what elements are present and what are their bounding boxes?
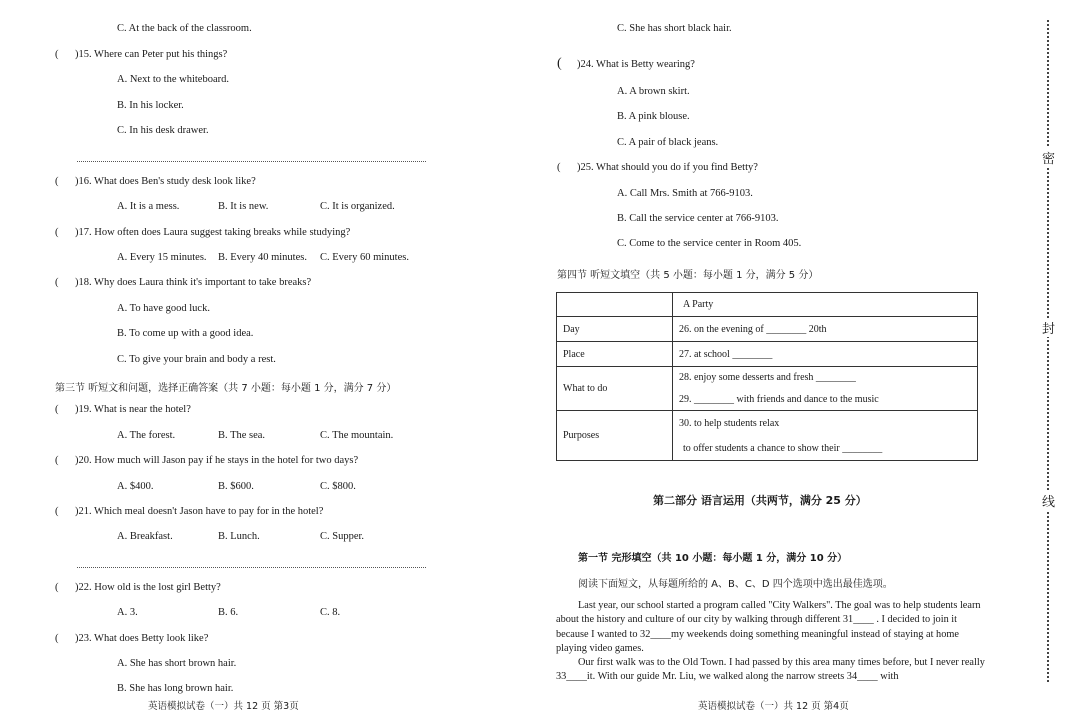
divider [77,161,426,162]
party-table [556,292,978,461]
section-4-heading: 第四节 听短文填空（共 5 小题：每小题 1 分，满分 5 分） [557,270,819,281]
option-14c: C. At the back of the classroom. [117,23,252,34]
option-25c: C. Come to the service center in Room 405. [617,238,802,249]
table-row [557,293,978,317]
option-24a: A. A brown skirt. [617,86,690,97]
option-16b: B. It is new. [218,201,269,212]
row-value: 29. ________ with friends and dance to the music [673,389,978,411]
option-16c: C. It is organized. [320,201,395,212]
question-24 [557,56,695,72]
question-text: )21. Which meal doesn't Jason have to pay for in the hotel? [75,506,324,517]
passage-paragraph-2: Our first walk was to the Old Town. I had passed by this area many times before, but I never really 33____it. With our guide Mr. Liu, we walked along the narrow streets 34____ with [556,657,985,683]
table-row [557,317,978,342]
option-21b: B. Lunch. [218,531,260,542]
question-21 [55,506,323,517]
answer-paren[interactable]: ( [55,404,59,415]
purpose-line-2: to offer students a chance to show their ________ [683,442,883,454]
question-18 [55,277,311,288]
option-19a: A. The forest. [117,430,176,441]
binding-line [1047,20,1049,682]
option-22a: A. 3. [117,607,138,618]
binding-mark-seal: 密 [1042,148,1055,167]
option-15a: A. Next to the whiteboard. [117,74,229,85]
question-text: )22. How old is the lost girl Betty? [75,582,221,593]
table-header: A Party [673,293,978,317]
answer-paren[interactable]: ( [55,227,59,238]
table-row [557,411,978,461]
row-label: What to do [557,367,673,411]
part-2-heading: 第二部分 语言运用（共两节，满分 25 分） [653,494,867,507]
option-18b: B. To come up with a good idea. [117,328,254,339]
question-16 [55,176,256,187]
answer-paren[interactable]: ( [557,162,561,173]
option-20c: C. $800. [320,481,356,492]
question-text: )20. How much will Jason pay if he stays in the hotel for two days? [75,455,359,466]
option-20a: A. $400. [117,481,154,492]
answer-paren[interactable]: ( [55,455,59,466]
option-19c: C. The mountain. [320,430,394,441]
option-17a: A. Every 15 minutes. [117,252,207,263]
row-value-purposes [673,411,978,461]
table-cell [557,293,673,317]
row-label: Day [557,317,673,342]
option-21c: C. Supper. [320,531,365,542]
option-17c: C. Every 60 minutes. [320,252,409,263]
question-17 [55,227,350,238]
option-16a: A. It is a mess. [117,201,180,212]
option-21a: A. Breakfast. [117,531,173,542]
row-label: Purposes [557,411,673,461]
binding-mark-closed: 封 [1042,318,1055,337]
option-18c: C. To give your brain and body a rest. [117,354,276,365]
passage-paragraph-1: Last year, our school started a program called "City Walkers". The goal was to help students learn about the history and culture of our city by walking through different 31____ . I decided to join it because I wanted to 32____my weekends doing something meaningful instead of staying at home playing video games. [556,600,981,654]
question-15 [55,49,227,60]
option-25a: A. Call Mrs. Smith at 766-9103. [617,188,753,199]
answer-paren[interactable]: ( [55,176,59,187]
table-row [557,367,978,389]
answer-paren[interactable]: ( [55,633,59,644]
question-text: )19. What is near the hotel? [75,404,191,415]
question-text: )18. Why does Laura think it's important to take breaks? [75,277,312,288]
row-value: 27. at school ________ [673,342,978,367]
option-24b: B. A pink blouse. [617,111,690,122]
question-text: )15. Where can Peter put his things? [75,49,228,60]
cloze-instruction: 阅读下面短文，从每题所给的 A、B、C、D 四个选项中选出最佳选项。 [578,579,893,590]
option-25b: B. Call the service center at 766-9103. [617,213,779,224]
row-label: Place [557,342,673,367]
section-3-heading: 第三节 听短文和问题，选择正确答案（共 7 小题：每小题 1 分，满分 7 分） [55,383,397,394]
option-23a: A. She has short brown hair. [117,658,237,669]
page-footer-left: 英语模拟试卷（一）共 12 页 第3页 [148,701,299,712]
question-19 [55,404,191,415]
option-15c: C. In his desk drawer. [117,125,209,136]
question-text: )17. How often does Laura suggest taking breaks while studying? [75,227,351,238]
question-20 [55,455,358,466]
table-row [557,342,978,367]
binding-mark-line: 线 [1042,491,1055,510]
option-17b: B. Every 40 minutes. [218,252,307,263]
option-18a: A. To have good luck. [117,303,210,314]
answer-paren[interactable]: ( [557,56,562,71]
option-23b: B. She has long brown hair. [117,683,234,694]
answer-paren[interactable]: ( [55,582,59,593]
section-1-heading: 第一节 完形填空（共 10 小题：每小题 1 分，满分 10 分） [578,553,848,564]
question-text: )16. What does Ben's study desk look like? [75,176,256,187]
question-23 [55,633,208,644]
option-20b: B. $600. [218,481,254,492]
answer-paren[interactable]: ( [55,277,59,288]
page-footer-right: 英语模拟试卷（一）共 12 页 第4页 [698,701,849,712]
option-15b: B. In his locker. [117,100,184,111]
answer-paren[interactable]: ( [55,49,59,60]
question-text: )24. What is Betty wearing? [577,59,695,70]
question-22 [55,582,221,593]
row-value: 26. on the evening of ________ 20th [673,317,978,342]
option-23c: C. She has short black hair. [617,23,732,34]
answer-paren[interactable]: ( [55,506,59,517]
option-19b: B. The sea. [218,430,266,441]
option-22b: B. 6. [218,607,239,618]
question-text: )23. What does Betty look like? [75,633,209,644]
row-value: 28. enjoy some desserts and fresh ________ [673,367,978,389]
question-text: )25. What should you do if you find Betty? [577,162,758,173]
question-25 [557,162,758,173]
purpose-line-1: 30. to help students relax [679,417,780,429]
option-22c: C. 8. [320,607,341,618]
divider [77,567,426,568]
option-24c: C. A pair of black jeans. [617,137,719,148]
